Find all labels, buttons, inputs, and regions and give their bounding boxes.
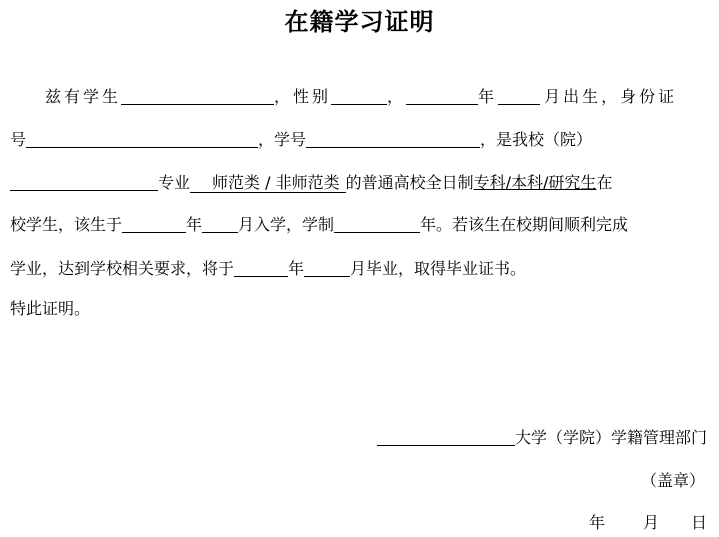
gender-blank[interactable] (331, 88, 387, 105)
teacher-type-field[interactable]: 师范类 / 非师范类 (190, 173, 346, 193)
id-number-blank[interactable] (26, 131, 258, 148)
years-end-text: 年。若该生在校期间顺利完成 (420, 215, 629, 234)
birth-month-text: 月出生，身份证 (544, 87, 678, 106)
level-option-2[interactable]: 本科 (511, 173, 544, 192)
grad-year-blank[interactable] (234, 260, 288, 277)
at-text: 在 (596, 173, 613, 192)
grad-year-label: 年 (288, 259, 305, 278)
paragraph-line-4 (10, 214, 628, 236)
date-day: 日 (690, 513, 707, 532)
grad-month-text: 月毕业，取得毕业证书。 (350, 259, 527, 278)
document-title: 在籍学习证明 (284, 8, 435, 36)
level-option-1[interactable]: 专科 (473, 173, 506, 192)
level-slash-2: / (543, 173, 549, 192)
dept-text: 大学（学院）学籍管理部门 (514, 428, 707, 447)
school-student-text: 校学生，该生于 (10, 215, 123, 234)
our-school-text: ，是我校（院） (480, 130, 593, 149)
date-month: 月 (642, 513, 659, 532)
major-blank[interactable] (10, 174, 158, 191)
date-year: 年 (588, 513, 605, 532)
intro-text: 兹有学生 (45, 87, 122, 106)
paragraph-line-1 (45, 86, 677, 108)
university-name-blank[interactable] (377, 429, 515, 446)
seal-text: （盖章） (640, 471, 705, 490)
enroll-month-blank[interactable] (202, 216, 238, 233)
gender-label: ，性别 (274, 87, 332, 106)
major-label: 专业 (158, 173, 191, 192)
paragraph-line-2 (10, 129, 592, 151)
comma-text: ， (387, 87, 407, 106)
date-line (589, 512, 707, 534)
level-slash-1: / (505, 173, 512, 192)
student-no-blank[interactable] (306, 131, 480, 148)
birth-year-blank[interactable] (406, 88, 478, 105)
enroll-month-text: 月入学，学制 (238, 215, 335, 234)
level-option-3[interactable]: 研究生 (548, 173, 597, 192)
paragraph-line-5 (10, 258, 526, 280)
year-label: 年 (478, 87, 495, 106)
seal-line (641, 470, 705, 492)
study-length-blank[interactable] (334, 216, 420, 233)
paragraph-line-6 (10, 298, 90, 320)
student-name-blank[interactable] (121, 88, 274, 105)
mid-text: 的普通高校全日制 (345, 173, 474, 192)
birth-month-blank[interactable] (498, 88, 540, 105)
enroll-year-blank[interactable] (122, 216, 186, 233)
id-prefix-text: 号 (10, 130, 27, 149)
hereby-text: 特此证明。 (10, 299, 91, 318)
paragraph-line-3 (10, 172, 612, 194)
signature-dept-line (377, 427, 707, 449)
graduation-start-text: 学业，达到学校相关要求，将于 (10, 259, 235, 278)
grad-month-blank[interactable] (304, 260, 350, 277)
enroll-year-label: 年 (186, 215, 203, 234)
student-no-label: ，学号 (258, 130, 307, 149)
